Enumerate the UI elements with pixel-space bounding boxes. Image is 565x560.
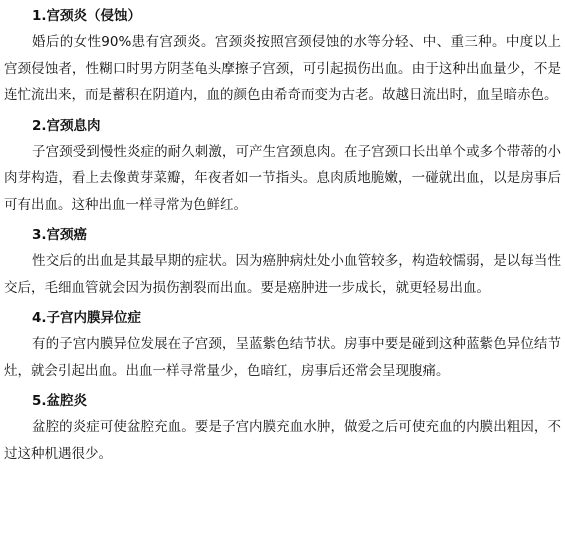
section-heading: 4.子宫内膜异位症: [32, 310, 142, 326]
section-paragraph: 婚后的女性90%患有宫颈炎。宫颈炎按照宫颈侵蚀的水等分轻、中、重三种。中度以上宫颈侵蚀者，性糊口时男方阴茎龟头摩擦子宫颈，可引起损伤出血。由于这种出血量少，不是连忙流出来，而是蓄积在阴道内，血的颜色由希奇而变为古老。故越日流出时，血呈暗赤色。: [4, 34, 561, 103]
section-paragraph: 盆腔的炎症可使盆腔充血。要是子宫内膜充血水肿，做爱之后可使充血的内膜出粗因，不过这种机遇很少。: [4, 419, 561, 462]
section-cervicitis: [4, 3, 561, 109]
section-heading: 5.盆腔炎: [32, 393, 88, 409]
section-paragraph: 子宫颈受到慢性炎症的耐久刺激，可产生宫颈息肉。在子宫颈口长出单个或多个带蒂的小肉芽构造，看上去像黄芽菜瓣，年夜者如一节指头。息肉质地脆嫩，一碰就出血，以是房事后可有出血。这种出血一样寻常为色鲜红。: [4, 143, 561, 213]
section-cervical-polyp: [4, 113, 561, 219]
section-paragraph: 性交后的出血是其最早期的症状。因为癌肿病灶处小血管较多，构造较懦弱，是以每当性交后，毛细血管就会因为损伤割裂而出血。要是癌肿进一步成长，就更轻易出血。: [4, 253, 561, 296]
section-endometriosis: [4, 305, 561, 384]
section-heading: 1.宫颈炎（侵蚀）: [32, 8, 142, 24]
section-pelvic-inflammation: [4, 388, 561, 467]
section-heading: 2.宫颈息肉: [32, 117, 101, 134]
section-heading: 3.宫颈癌: [32, 227, 88, 243]
section-paragraph: 有的子宫内膜异位发展在子宫颈，呈蓝紫色结节状。房事中要是碰到这种蓝紫色异位结节灶，就会引起出血。出血一样寻常量少，色暗红，房事后还常会呈现腹痛。: [4, 336, 561, 379]
section-cervical-cancer: [4, 222, 561, 301]
